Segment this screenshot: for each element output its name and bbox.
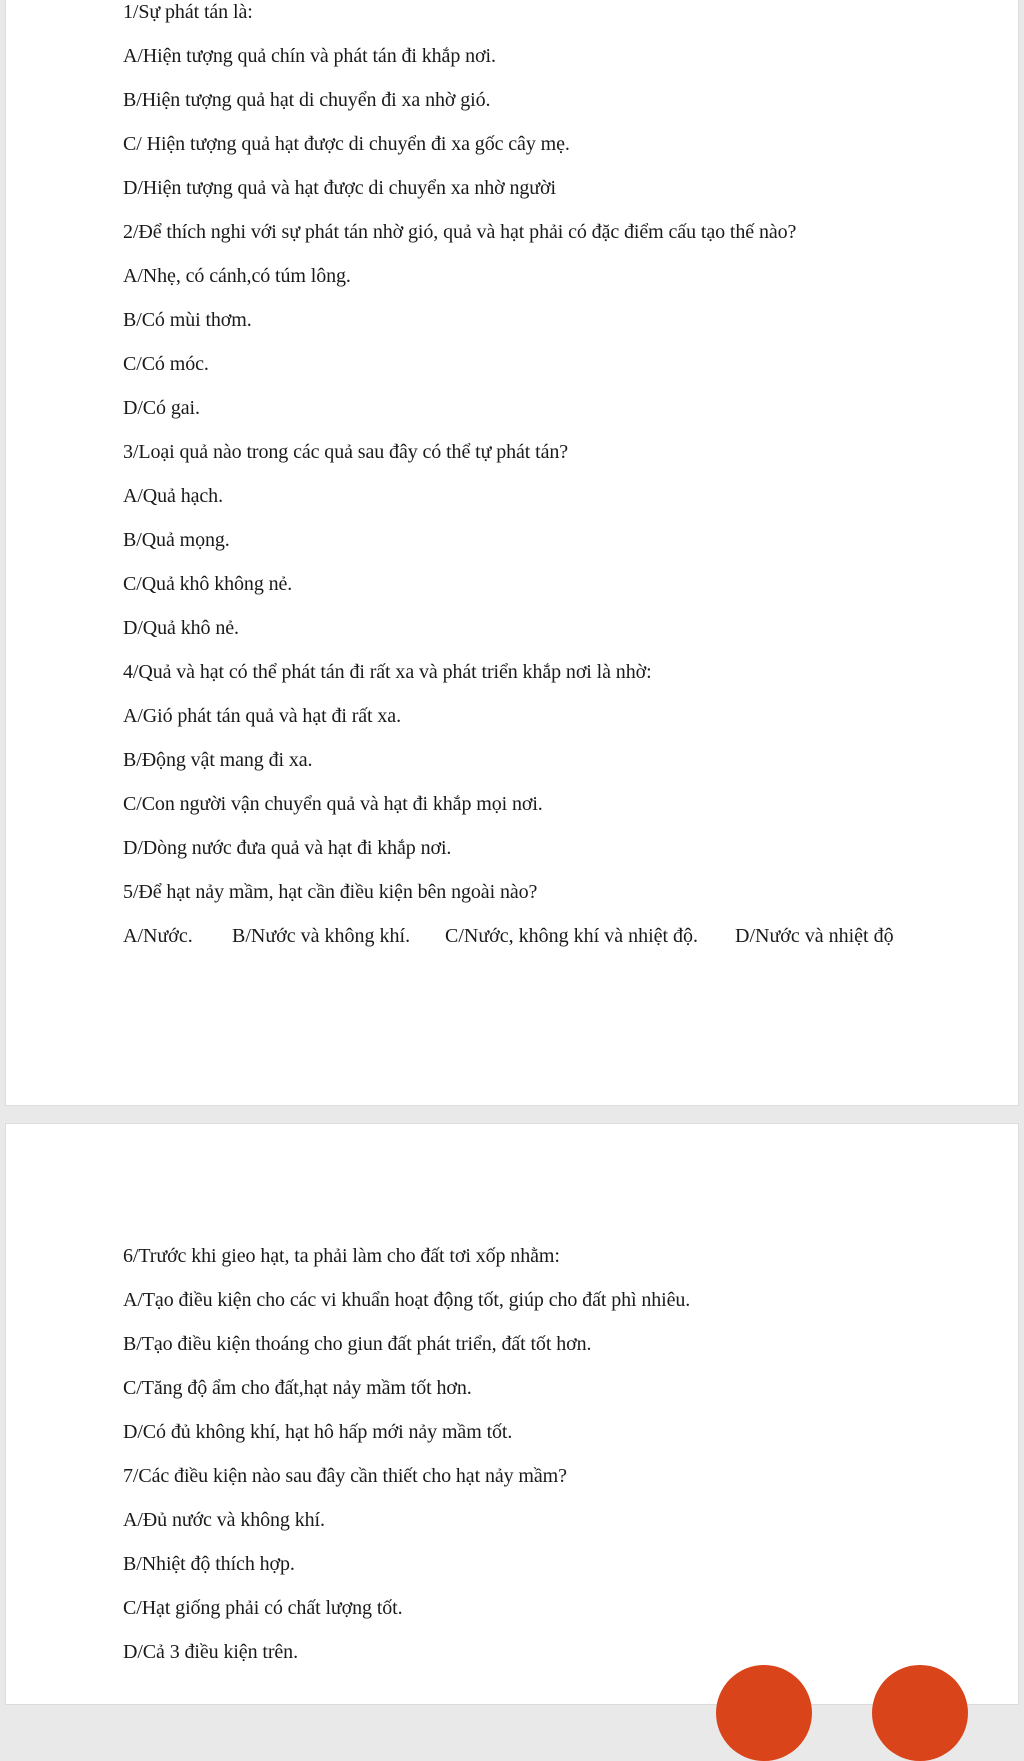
q1-option-d: D/Hiện tượng quả và hạt được di chuyển xa nhờ người: [123, 177, 556, 199]
q2-option-d: D/Có gai.: [123, 397, 200, 419]
question-2: 2/Để thích nghi với sự phát tán nhờ gió, quả và hạt phải có đặc điểm cấu tạo thế nào?: [123, 221, 797, 243]
q5-option-c: C/Nước, không khí và nhiệt độ.: [445, 925, 699, 947]
question-7: 7/Các điều kiện nào sau đây cần thiết cho hạt nảy mầm?: [123, 1465, 567, 1487]
q3-option-c: C/Quả khô không nẻ.: [123, 573, 293, 595]
question-1: 1/Sự phát tán là:: [123, 1, 253, 23]
q1-option-b: B/Hiện tượng quả hạt di chuyển đi xa nhờ gió.: [123, 89, 491, 111]
q5-option-d: D/Nước và nhiệt độ: [735, 925, 894, 947]
q2-option-c: C/Có móc.: [123, 353, 209, 375]
q1-option-a: A/Hiện tượng quả chín và phát tán đi khắp nơi.: [123, 45, 496, 67]
q3-option-a: A/Quả hạch.: [123, 485, 223, 507]
q4-option-a: A/Gió phát tán quả và hạt đi rất xa.: [123, 705, 401, 727]
document-page-2: [6, 1124, 1018, 1704]
q7-option-d: D/Cả 3 điều kiện trên.: [123, 1641, 298, 1663]
q6-option-c: C/Tăng độ ẩm cho đất,hạt nảy mầm tốt hơn.: [123, 1377, 472, 1399]
q6-option-a: A/Tạo điều kiện cho các vi khuẩn hoạt động tốt, giúp cho đất phì nhiêu.: [123, 1289, 691, 1311]
q7-option-a: A/Đủ nước và không khí.: [123, 1509, 325, 1531]
q1-option-c: C/ Hiện tượng quả hạt được di chuyển đi xa gốc cây mẹ.: [123, 133, 570, 155]
question-3: 3/Loại quả nào trong các quả sau đây có thể tự phát tán?: [123, 441, 569, 463]
q2-option-a: A/Nhẹ, có cánh,có túm lông.: [123, 265, 351, 287]
q3-option-d: D/Quả khô nẻ.: [123, 617, 239, 639]
question-6: 6/Trước khi gieo hạt, ta phải làm cho đất tơi xốp nhằm:: [123, 1245, 560, 1267]
q4-option-d: D/Dòng nước đưa quả và hạt đi khắp nơi.: [123, 837, 452, 859]
document-page-1: [6, 0, 1018, 1105]
floating-action-button-right[interactable]: [872, 1665, 968, 1761]
q7-option-c: C/Hạt giống phải có chất lượng tốt.: [123, 1597, 403, 1619]
q6-option-d: D/Có đủ không khí, hạt hô hấp mới nảy mầm tốt.: [123, 1421, 513, 1443]
q4-option-b: B/Động vật mang đi xa.: [123, 749, 313, 771]
q5-option-a: A/Nước.: [123, 925, 193, 947]
question-4: 4/Quả và hạt có thể phát tán đi rất xa và phát triển khắp nơi là nhờ:: [123, 661, 652, 683]
floating-action-button-left[interactable]: [716, 1665, 812, 1761]
q5-option-b: B/Nước và không khí.: [232, 925, 411, 947]
q4-option-c: C/Con người vận chuyển quả và hạt đi khắp mọi nơi.: [123, 793, 543, 815]
q2-option-b: B/Có mùi thơm.: [123, 309, 252, 331]
q3-option-b: B/Quả mọng.: [123, 529, 230, 551]
question-5: 5/Để hạt nảy mầm, hạt cần điều kiện bên ngoài nào?: [123, 881, 538, 903]
q6-option-b: B/Tạo điều kiện thoáng cho giun đất phát triển, đất tốt hơn.: [123, 1333, 592, 1355]
q7-option-b: B/Nhiệt độ thích hợp.: [123, 1553, 295, 1575]
